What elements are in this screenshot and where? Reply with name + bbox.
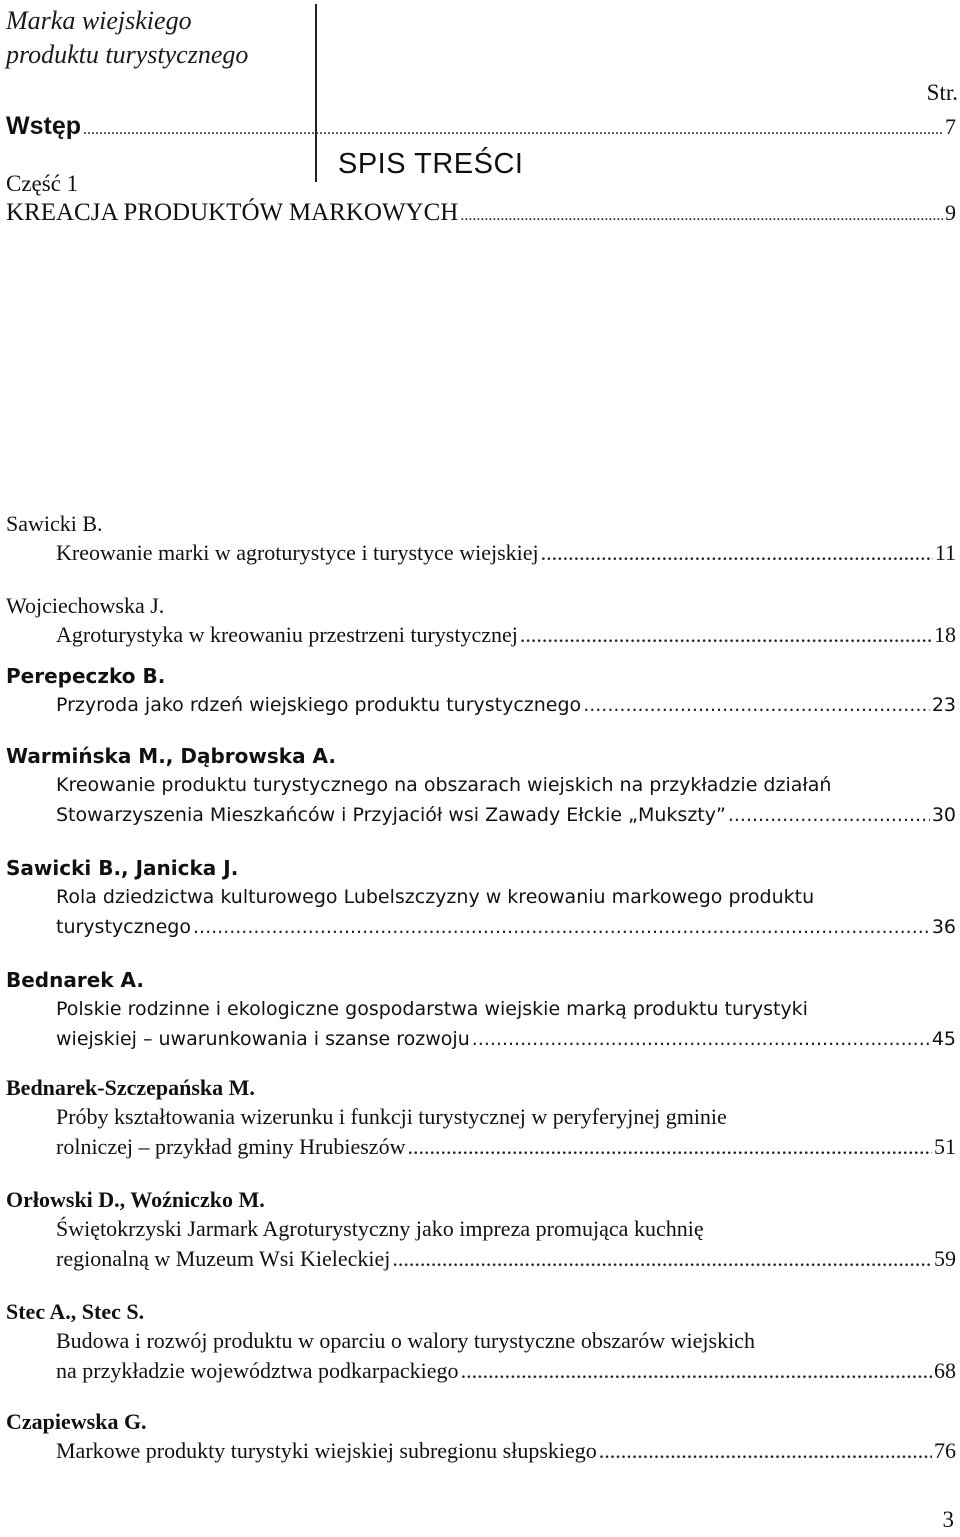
toc-page-number: 7 bbox=[945, 114, 956, 139]
toc-entry-title: Budowa i rozwój produktu w oparciu o walory turystyczne obszarów wiejskich bbox=[56, 1328, 755, 1353]
dot-leader bbox=[460, 207, 943, 225]
dot-leader bbox=[461, 1356, 932, 1386]
toc-entry-author: Czapiewska G. bbox=[6, 1409, 147, 1434]
page-number: 3 bbox=[942, 1507, 954, 1532]
toc-entry-author: Bednarek A. bbox=[6, 968, 144, 992]
toc-entry[interactable] bbox=[6, 662, 960, 720]
toc-entry-author: Sawicki B., Janicka J. bbox=[6, 856, 239, 880]
toc-entry-title-cont: regionalną w Muzeum Wsi Kieleckiej bbox=[56, 1246, 391, 1271]
toc-entry-author: Sawicki B. bbox=[6, 511, 103, 536]
toc-entry[interactable] bbox=[6, 1186, 960, 1274]
toc-page-number: 30 bbox=[931, 804, 956, 826]
toc-leader-row bbox=[6, 690, 960, 720]
toc-entry[interactable] bbox=[6, 1298, 960, 1386]
toc-part-1[interactable] bbox=[6, 170, 960, 228]
toc-leader-row bbox=[6, 1132, 960, 1162]
toc-entry-author: Bednarek-Szczepańska M. bbox=[6, 1075, 255, 1100]
toc-entry-title: Rola dziedzictwa kulturowego Lubelszczyzny w kreowaniu markowego produktu bbox=[56, 886, 815, 908]
dot-leader bbox=[392, 1244, 932, 1274]
dot-leader bbox=[193, 912, 930, 942]
part-title: KREACJA PRODUKTÓW MARKOWYCH bbox=[6, 199, 459, 226]
toc-entry-title: Markowe produkty turystyki wiejskiej subregionu słupskiego bbox=[56, 1438, 597, 1463]
toc-entry-title: Agroturystyka w kreowaniu przestrzeni turystycznej bbox=[56, 622, 518, 647]
dot-leader bbox=[472, 1024, 930, 1054]
toc-page-number: 59 bbox=[934, 1246, 956, 1271]
toc-entry-title-cont: rolniczej – przykład gminy Hrubieszów bbox=[56, 1134, 406, 1159]
toc-entry-author: Orłowski D., Woźniczko M. bbox=[6, 1187, 265, 1212]
page-column-label: Str. bbox=[926, 80, 958, 105]
toc-leader-row bbox=[6, 912, 960, 942]
toc-entry-title: Kreowanie marki w agroturystyce i turystyce wiejskiej bbox=[56, 540, 539, 565]
toc-page-number: 23 bbox=[931, 694, 956, 716]
book-title bbox=[6, 4, 306, 72]
toc-entry-author: Perepeczko B. bbox=[6, 664, 166, 688]
toc-page-number: 68 bbox=[934, 1358, 956, 1383]
toc-page-number: 11 bbox=[934, 540, 956, 565]
toc-entry-title: Kreowanie produktu turystycznego na obszarach wiejskich na przykładzie działań bbox=[56, 774, 832, 796]
toc-entry-title-cont: Stowarzyszenia Mieszkańców i Przyjaciół wsi Zawady Ełckie „Mukszty” bbox=[56, 804, 726, 826]
toc-entry-title: Przyroda jako rdzeń wiejskiego produktu turystycznego bbox=[56, 694, 582, 716]
toc-entry-title: Wstęp bbox=[6, 112, 81, 140]
part-label: Część 1 bbox=[6, 171, 79, 196]
toc-entry-author: Warmińska M., Dąbrowska A. bbox=[6, 744, 336, 768]
toc-entry[interactable] bbox=[6, 1074, 960, 1162]
dot-leader bbox=[407, 1132, 932, 1162]
toc-leader-row bbox=[6, 198, 960, 228]
toc-entry-author: Stec A., Stec S. bbox=[6, 1299, 145, 1324]
toc-page-number: 9 bbox=[945, 200, 956, 225]
toc-leader-row bbox=[6, 1244, 960, 1274]
toc-leader-row bbox=[6, 112, 960, 142]
toc-entry-title: Próby kształtowania wizerunku i funkcji turystycznej w peryferyjnej gminie bbox=[56, 1104, 727, 1129]
toc-page-number: 76 bbox=[934, 1438, 956, 1463]
toc-entry-title-cont: wiejskiej – uwarunkowania i szanse rozwoju bbox=[56, 1028, 470, 1050]
dot-leader bbox=[520, 620, 932, 650]
toc-leader-row bbox=[6, 1356, 960, 1386]
toc-entry[interactable] bbox=[6, 742, 960, 830]
dot-leader bbox=[599, 1436, 932, 1466]
toc-entry[interactable] bbox=[6, 592, 960, 650]
vertical-divider bbox=[315, 4, 317, 182]
book-title-line-1: Marka wiejskiego bbox=[6, 6, 192, 35]
toc-page-number: 51 bbox=[934, 1134, 956, 1159]
toc-entry[interactable] bbox=[6, 1408, 960, 1466]
toc-leader-row bbox=[6, 620, 960, 650]
toc-entry-intro[interactable] bbox=[6, 112, 960, 142]
toc-entry[interactable] bbox=[6, 510, 960, 568]
toc-page-number: 18 bbox=[934, 622, 956, 647]
page-heading: SPIS TREŚCI bbox=[338, 148, 524, 180]
book-title-line-2: produktu turystycznego bbox=[6, 40, 249, 69]
toc-leader-row bbox=[6, 1436, 960, 1466]
toc-leader-row bbox=[6, 800, 960, 830]
dot-leader bbox=[83, 121, 943, 139]
toc-entry-author: Wojciechowska J. bbox=[6, 593, 165, 618]
dot-leader bbox=[583, 690, 930, 720]
dot-leader bbox=[541, 538, 933, 568]
toc-page-number: 45 bbox=[931, 1028, 956, 1050]
toc-entry-title-cont: turystycznego bbox=[56, 916, 191, 938]
toc-entry-title: Polskie rodzinne i ekologiczne gospodarstwa wiejskie marką produktu turystyki bbox=[56, 998, 808, 1020]
toc-entry-title: Świętokrzyski Jarmark Agroturystyczny jako impreza promująca kuchnię bbox=[56, 1216, 704, 1241]
dot-leader bbox=[728, 800, 930, 830]
toc-entry[interactable] bbox=[6, 854, 960, 942]
toc-leader-row bbox=[6, 1024, 960, 1054]
toc-page-number: 36 bbox=[931, 916, 956, 938]
toc-leader-row bbox=[6, 538, 960, 568]
toc-entry-title-cont: na przykładzie województwa podkarpackiego bbox=[56, 1358, 459, 1383]
toc-entry[interactable] bbox=[6, 966, 960, 1054]
